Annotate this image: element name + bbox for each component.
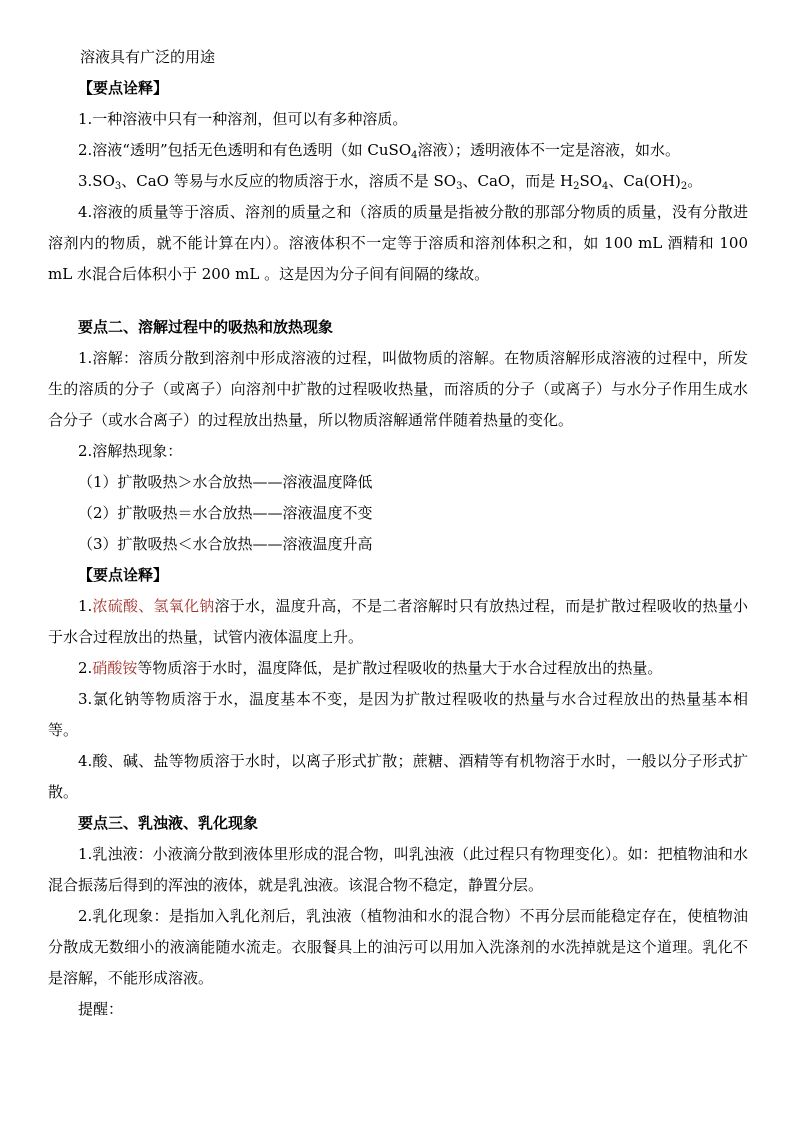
heat-phenomena-label: 2.溶解热现象： xyxy=(78,442,183,460)
note-2-text: 等物质溶于水时，温度降低，是扩散过程吸收的热量大于水合过程放出的热量。 xyxy=(137,659,663,677)
point-1: 1.一种溶液中只有一种溶剂，但可以有多种溶质。 xyxy=(78,110,408,128)
point-3 xyxy=(48,166,748,197)
note-2 xyxy=(48,653,748,684)
note-1-prefix: 1. xyxy=(78,597,93,615)
note-1-highlight: 浓硫酸、氢氧化钠 xyxy=(92,597,215,615)
reminder-label: 提醒： xyxy=(78,1000,124,1018)
note-4: 4.酸、碱、盐等物质溶于水时，以离子形式扩散；蔗糖、酒精等有机物溶于水时，一般以分子形式扩散。 xyxy=(48,752,748,801)
note-1 xyxy=(48,591,748,653)
case-3: （3）扩散吸热＜水合放热——溶液温度升高 xyxy=(78,535,373,553)
point-2-text-a: 2.溶液“透明”包括无色透明和有色透明（如 CuSO xyxy=(78,141,412,159)
case-1: （1）扩散吸热＞水合放热——溶液温度降低 xyxy=(78,473,373,491)
point-3-sub-3: 2 xyxy=(573,181,580,192)
emulsification-definition: 2.乳化现象：是指加入乳化剂后，乳浊液（植物油和水的混合物）不再分层而能稳定存在，使植物油分散成无数细小的液滴能随水流走。衣服餐具上的油污可以用加入洗涤剂的水洗掉就是这个道理。乳化不是溶解，不能形成溶液。 xyxy=(48,907,748,987)
point-3-sub-1: 3 xyxy=(114,181,122,192)
case-2: （2）扩散吸热＝水合放热——溶液温度不变 xyxy=(78,504,373,522)
point-3-sub-5: 2 xyxy=(680,181,688,192)
point-2-text-b: 溶液）；透明液体不一定是溶液，如水。 xyxy=(417,141,681,159)
point-3-text-c: 、CaO，而是 H xyxy=(462,172,574,190)
point-3-text-b: 、CaO 等易与水反应的物质溶于水，溶质不是 SO xyxy=(121,172,457,190)
point-3-sub-4: 4 xyxy=(602,181,609,192)
note-2-prefix: 2. xyxy=(78,659,93,677)
note-2-highlight: 硝酸铵 xyxy=(92,659,138,677)
dissolution-definition: 1.溶解：溶质分散到溶剂中形成溶液的过程，叫做物质的溶解。在物质溶解形成溶液的过程中，所发生的溶质的分子（或离子）向溶剂中扩散的过程吸收热量，而溶质的分子（或离子）与水分子作用生成水合分子（或水合离子）的过程放出热量，所以物质溶解通常伴随着热量的变化。 xyxy=(48,349,748,429)
point-3-text-d: SO xyxy=(579,172,603,190)
point-3-text-e: 、Ca(OH) xyxy=(608,172,681,190)
point-2-subscript: 4 xyxy=(411,150,418,161)
intro-line: 溶液具有广泛的用途 xyxy=(80,48,216,66)
note-1-text: 溶于水，温度升高，不是二者溶解时只有放热过程，而是扩散过程吸收的热量小于水合过程放出的热量，试管内液体温度上升。 xyxy=(48,597,748,646)
section-gap xyxy=(48,290,748,312)
section-2-title: 要点二、溶解过程中的吸热和放热现象 xyxy=(78,318,334,336)
note-3: 3.氯化钠等物质溶于水，温度基本不变，是因为扩散过程吸收的热量与水合过程放出的热量基本相等。 xyxy=(48,690,748,739)
point-3-sub-2: 3 xyxy=(456,181,463,192)
point-2 xyxy=(48,135,748,166)
key-points-heading-2: 【要点诠释】 xyxy=(78,566,169,584)
point-4: 4.溶液的质量等于溶质、溶剂的质量之和（溶质的质量是指被分散的那部分物质的质量，没有分散进溶剂内的物质，就不能计算在内）。溶液体积不一定等于溶质和溶剂体积之和，如 100 mL 酒精和 100 mL 水混合后体积小于 200 mL 。这是因为分子间有间隔的缘故。 xyxy=(48,203,748,283)
document-page xyxy=(48,42,748,1025)
key-points-heading-1: 【要点诠释】 xyxy=(78,79,169,97)
point-3-text-f: 。 xyxy=(687,172,703,190)
emulsion-definition: 1.乳浊液：小液滴分散到液体里形成的混合物，叫乳浊液（此过程只有物理变化）。如：把植物油和水混合振荡后得到的浑浊的液体，就是乳浊液。该混合物不稳定，静置分层。 xyxy=(48,845,748,894)
point-3-text-a: 3.SO xyxy=(78,172,115,190)
section-3-title: 要点三、乳浊液、乳化现象 xyxy=(78,814,259,832)
